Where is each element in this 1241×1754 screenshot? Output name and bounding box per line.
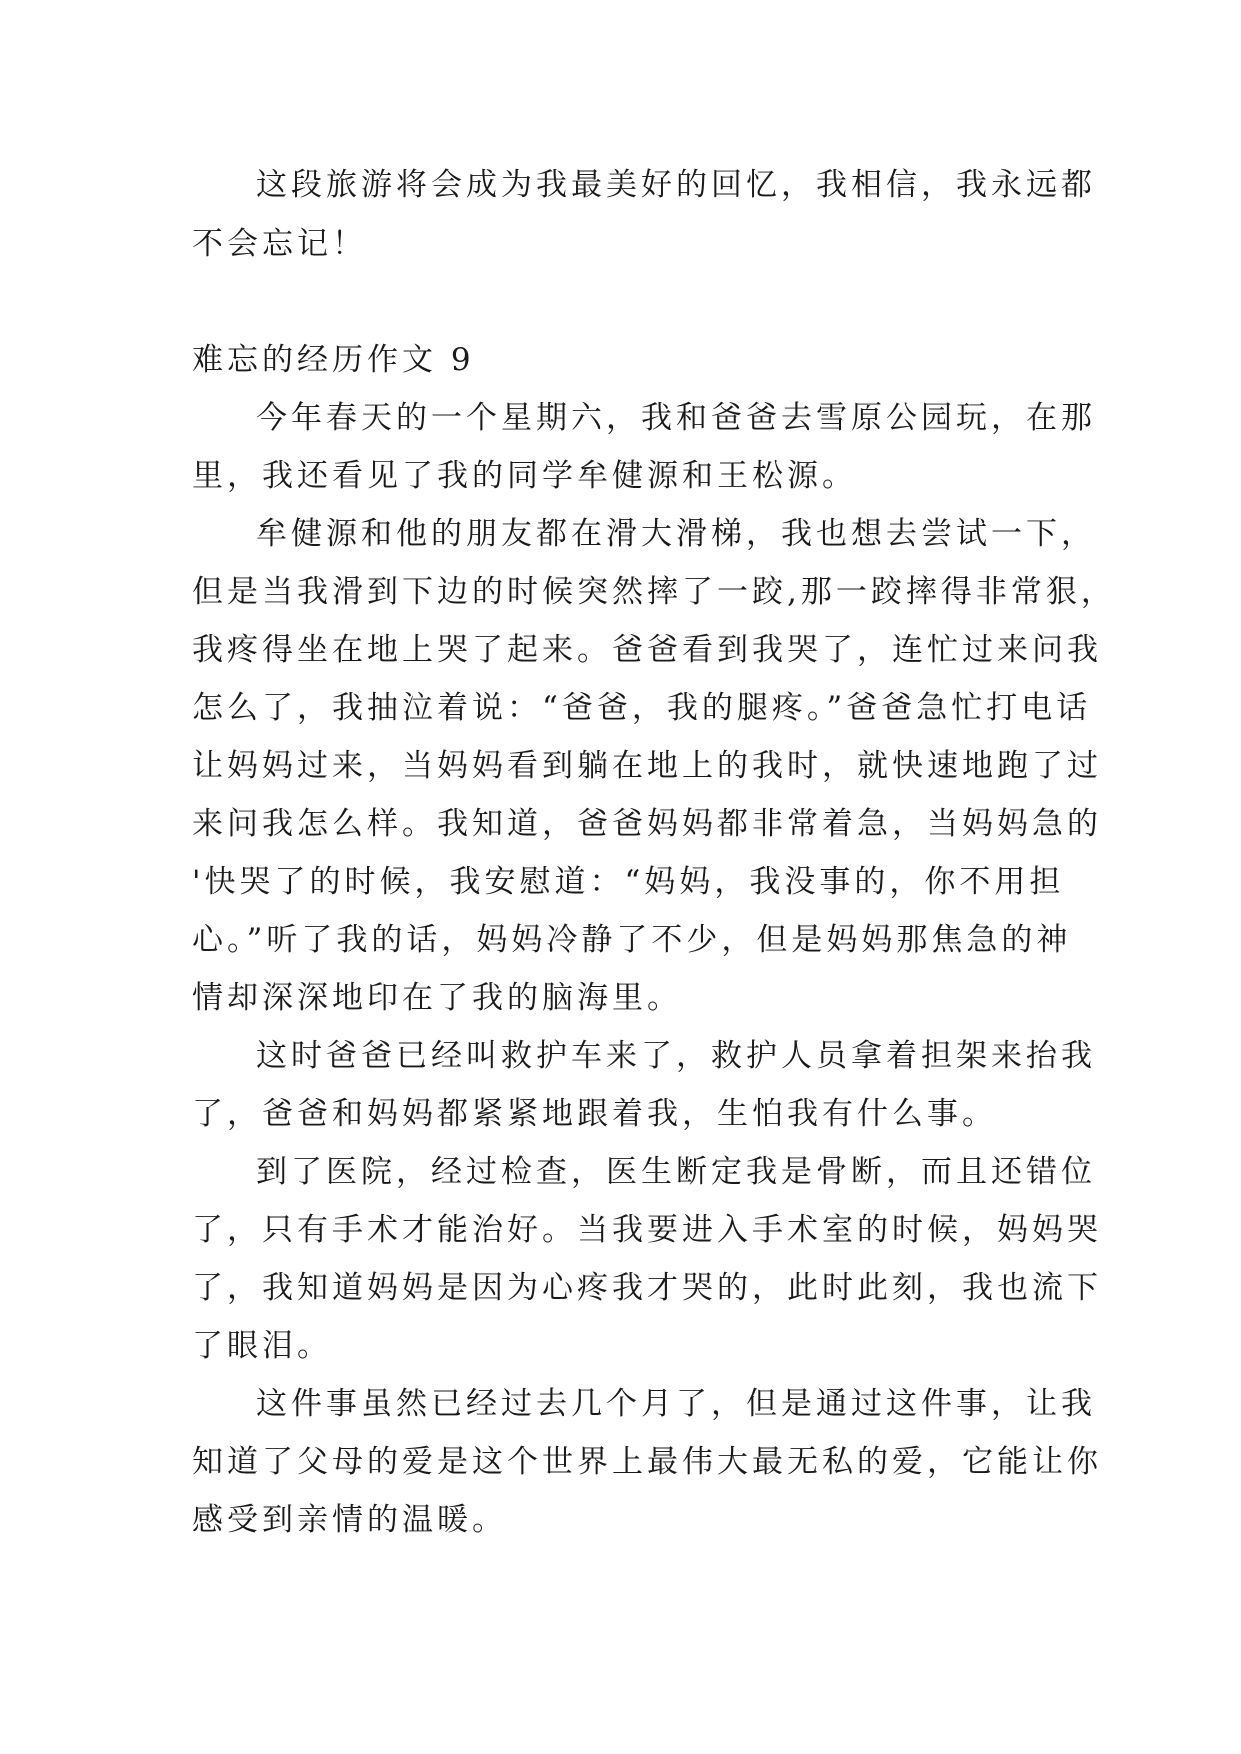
paragraph-line: 心。”听了我的话，妈妈冷静了不少，但是妈妈那焦急的神 xyxy=(192,922,1072,958)
intro-paragraph-line: 这段旅游将会成为我最美好的回忆，我相信，我永远都 xyxy=(256,167,1096,203)
paragraph-line: 但是当我滑到下边的时候突然摔了一跤,那一跤摔得非常狠， xyxy=(192,574,1116,610)
paragraph-line: 这时爸爸已经叫救护车来了，救护人员拿着担架来抬我 xyxy=(256,1038,1096,1074)
intro-paragraph-line: 不会忘记！ xyxy=(192,226,367,262)
paragraph-line: 情却深深地印在了我的脑海里。 xyxy=(192,980,682,1016)
paragraph-line: 了，我知道妈妈是因为心疼我才哭的，此时此刻，我也流下 xyxy=(192,1270,1102,1306)
paragraph-line: 了，爸爸和妈妈都紧紧地跟着我，生怕我有什么事。 xyxy=(192,1096,997,1132)
paragraph-line: 今年春天的一个星期六，我和爸爸去雪原公园玩，在那 xyxy=(256,400,1096,436)
paragraph-line: 让妈妈过来，当妈妈看到躺在地上的我时，就快速地跑了过 xyxy=(192,748,1102,784)
paragraph-line: 感受到亲情的温暖。 xyxy=(192,1502,507,1538)
paragraph-line: 我疼得坐在地上哭了起来。爸爸看到我哭了，连忙过来问我 xyxy=(192,632,1102,668)
paragraph-line: 这件事虽然已经过去几个月了，但是通过这件事，让我 xyxy=(256,1386,1096,1422)
paragraph-line: 知道了父母的爱是这个世界上最伟大最无私的爱，它能让你 xyxy=(192,1444,1102,1480)
paragraph-line: 怎么了，我抽泣着说：“爸爸，我的腿疼。”爸爸急忙打电话 xyxy=(192,690,1092,726)
paragraph-line: 了眼泪。 xyxy=(192,1328,332,1364)
section-title: 难忘的经历作文 9 xyxy=(192,342,475,378)
paragraph-line: 牟健源和他的朋友都在滑大滑梯，我也想去尝试一下， xyxy=(256,516,1096,552)
paragraph-line: 里，我还看见了我的同学牟健源和王松源。 xyxy=(192,458,857,494)
paragraph-line: 到了医院，经过检查，医生断定我是骨断，而且还错位 xyxy=(256,1154,1096,1190)
paragraph-line: 来问我怎么样。我知道，爸爸妈妈都非常着急，当妈妈急的 xyxy=(192,806,1102,842)
paragraph-line: '快哭了的时候，我安慰道：“妈妈，我没事的，你不用担 xyxy=(192,864,1065,900)
paragraph-line: 了，只有手术才能治好。当我要进入手术室的时候，妈妈哭 xyxy=(192,1212,1102,1248)
